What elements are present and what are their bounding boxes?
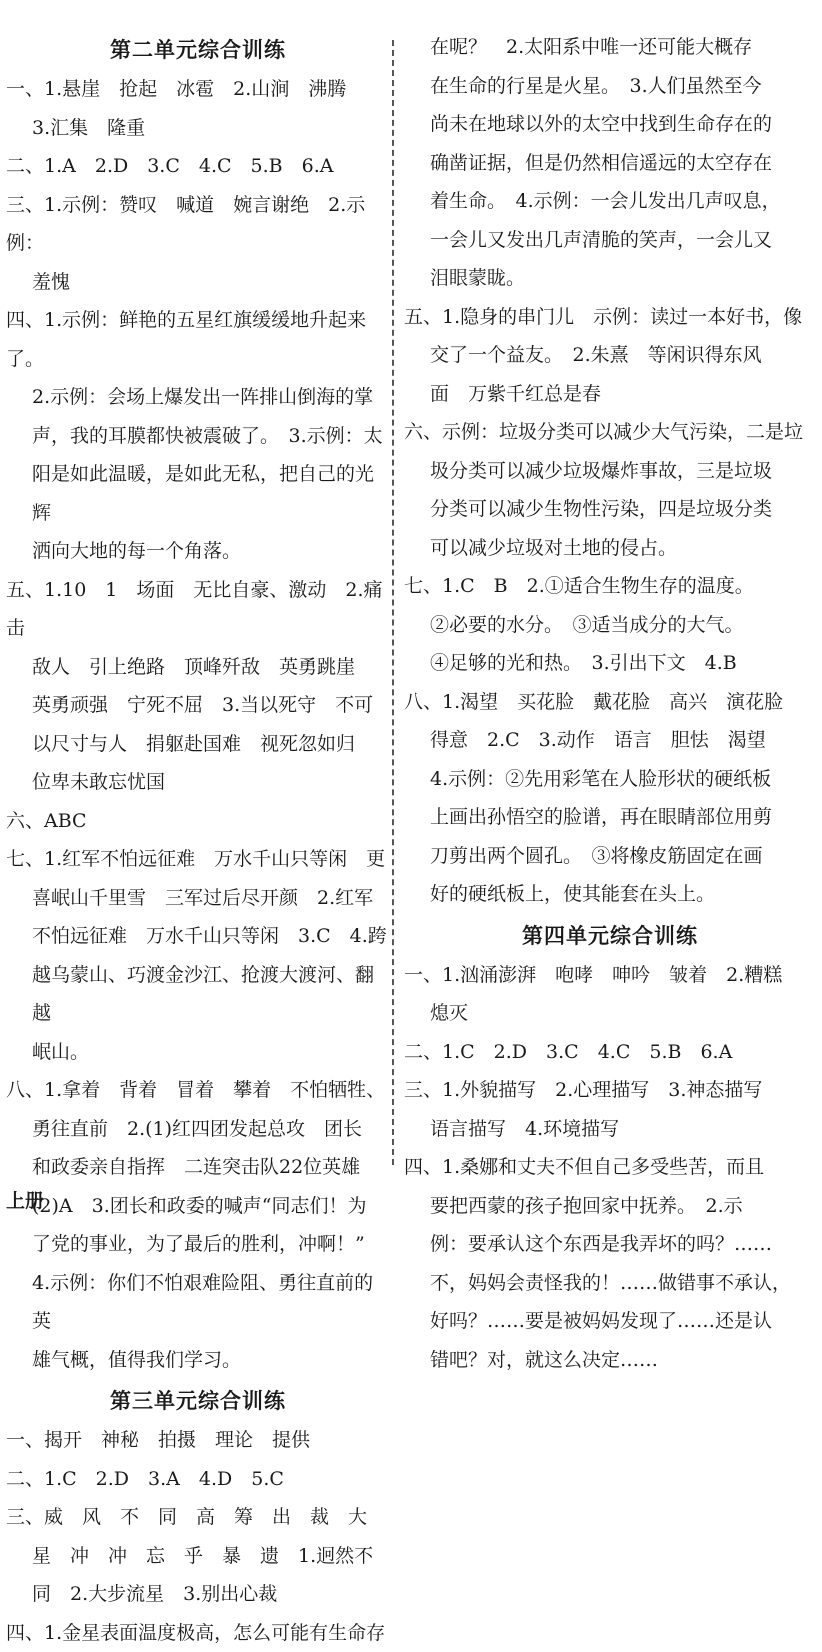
answer-line: 越乌蒙山、巧渡金沙江、抢渡大渡河、翻越 bbox=[6, 956, 390, 1033]
answer-line: 面 万紫千红总是春 bbox=[404, 375, 816, 414]
answer-line: 六、示例：垃圾分类可以减少大气污染，二是垃 bbox=[404, 413, 816, 452]
unit3-title: 第三单元综合训练 bbox=[6, 1385, 390, 1415]
answer-line: 四、1.金星表面温度极高，怎么可能有生命存 bbox=[6, 1614, 390, 1652]
answer-line: 错吧？对，就这么决定…… bbox=[404, 1341, 816, 1380]
answer-line: 雄气概，值得我们学习。 bbox=[6, 1341, 390, 1380]
answer-line: 五、1.隐身的串门儿 示例：读过一本好书，像 bbox=[404, 298, 816, 337]
answer-line: 一、揭开 神秘 拍摄 理论 提供 bbox=[6, 1421, 390, 1460]
answer-line: 泪眼蒙眬。 bbox=[404, 259, 816, 298]
answer-line: ②必要的水分。 ③适当成分的大气。 bbox=[404, 606, 816, 645]
answer-line: 一会儿又发出几声清脆的笑声，一会儿又 bbox=[404, 221, 816, 260]
answer-line: 了党的事业，为了最后的胜利，冲啊！” bbox=[6, 1225, 390, 1264]
answer-line: 2.示例：会场上爆发出一阵排山倒海的掌 bbox=[6, 378, 390, 417]
answer-line: 八、1.拿着 背着 冒着 攀着 不怕牺牲、 bbox=[6, 1071, 390, 1110]
answer-line: 勇往直前 2.(1)红四团发起总攻 团长 bbox=[6, 1110, 390, 1149]
answer-line: 可以减少垃圾对土地的侵占。 bbox=[404, 529, 816, 568]
left-column bbox=[6, 28, 390, 1652]
answer-line: 圾分类可以减少垃圾爆炸事故，三是垃圾 bbox=[404, 452, 816, 491]
answer-line: 一、1.汹涌澎湃 咆哮 呻吟 皱着 2.糟糕 bbox=[404, 956, 816, 995]
answer-line: 八、1.渴望 买花脸 戴花脸 高兴 演花脸 bbox=[404, 683, 816, 722]
answer-line: 英勇顽强 宁死不屈 3.当以死守 不可 bbox=[6, 686, 390, 725]
answer-line: 喜岷山千里雪 三军过后尽开颜 2.红军 bbox=[6, 879, 390, 918]
answer-line: 在生命的行星是火星。 3.人们虽然至今 bbox=[404, 67, 816, 106]
answer-line: 七、1.C B 2.①适合生物生存的温度。 bbox=[404, 567, 816, 606]
answer-line: 熄灭 bbox=[404, 994, 816, 1033]
answer-line: 一、1.悬崖 抢起 冰雹 2.山涧 沸腾 bbox=[6, 70, 390, 109]
answer-line: 尚未在地球以外的太空中找到生命存在的 bbox=[404, 105, 816, 144]
answer-line: 不怕远征难 万水千山只等闲 3.C 4.跨 bbox=[6, 917, 390, 956]
answer-line: 以尺寸与人 捐躯赴国难 视死忽如归 bbox=[6, 725, 390, 764]
answer-line: 分类可以减少生物性污染，四是垃圾分类 bbox=[404, 490, 816, 529]
answer-line: 岷山。 bbox=[6, 1033, 390, 1072]
answer-line: 三、威 风 不 同 高 筹 出 裁 大 bbox=[6, 1498, 390, 1537]
answer-line: 刀剪出两个圆孔。 ③将橡皮筋固定在画 bbox=[404, 837, 816, 876]
answer-line: 和政委亲自指挥 二连突击队22位英雄 bbox=[6, 1148, 390, 1187]
answer-line: 三、1.外貌描写 2.心理描写 3.神态描写 bbox=[404, 1071, 816, 1110]
answer-line: 阳是如此温暖，是如此无私，把自己的光辉 bbox=[6, 455, 390, 532]
answer-line: 交了一个益友。 2.朱熹 等闲识得东风 bbox=[404, 336, 816, 375]
answer-line: 二、1.A 2.D 3.C 4.C 5.B 6.A bbox=[6, 147, 390, 186]
answer-line: 在呢？ 2.太阳系中唯一还可能大概存 bbox=[404, 28, 816, 67]
answer-line: 洒向大地的每一个角落。 bbox=[6, 532, 390, 571]
unit3-answers bbox=[6, 1421, 390, 1652]
answer-line: 位卑未敢忘忧国 bbox=[6, 763, 390, 802]
answer-line: 语言描写 4.环境描写 bbox=[404, 1110, 816, 1149]
answer-line: 星 冲 冲 忘 乎 暴 遗 1.迥然不 bbox=[6, 1537, 390, 1576]
answer-line: 五、1.10 1 场面 无比自豪、激动 2.痛击 bbox=[6, 571, 390, 648]
answer-line: 确凿证据，但是仍然相信遥远的太空存在 bbox=[404, 144, 816, 183]
unit4-answers bbox=[404, 956, 816, 1380]
answer-line: 上画出孙悟空的脸谱，再在眼睛部位用剪 bbox=[404, 798, 816, 837]
unit2-title: 第二单元综合训练 bbox=[6, 34, 390, 64]
answer-line: 同 2.大步流星 3.别出心裁 bbox=[6, 1575, 390, 1614]
answer-line: 要把西蒙的孩子抱回家中抚养。 2.示 bbox=[404, 1187, 816, 1226]
answer-line: 七、1.红军不怕远征难 万水千山只等闲 更 bbox=[6, 840, 390, 879]
right-column bbox=[404, 28, 816, 1379]
answer-line: 羞愧 bbox=[6, 263, 390, 302]
answer-line: 好的硬纸板上，使其能套在头上。 bbox=[404, 875, 816, 914]
answer-line: 3.汇集 隆重 bbox=[6, 109, 390, 148]
unit3-answers-continued bbox=[404, 28, 816, 914]
answer-line: 二、1.C 2.D 3.A 4.D 5.C bbox=[6, 1460, 390, 1499]
answer-line: 4.示例：②先用彩笔在人脸形状的硬纸板 bbox=[404, 760, 816, 799]
answer-line: 三、1.示例：赞叹 喊道 婉言谢绝 2.示例： bbox=[6, 186, 390, 263]
answer-line: 得意 2.C 3.动作 语言 胆怯 渴望 bbox=[404, 721, 816, 760]
unit4-title: 第四单元综合训练 bbox=[404, 920, 816, 950]
answer-line: 4.示例：你们不怕艰难险阻、勇往直前的英 bbox=[6, 1264, 390, 1341]
answer-line: 敌人 引上绝路 顶峰歼敌 英勇跳崖 bbox=[6, 648, 390, 687]
answer-line: 不，妈妈会责怪我的！……做错事不承认， bbox=[404, 1264, 816, 1303]
answer-line: (2)A 3.团长和政委的喊声“同志们！为 bbox=[6, 1187, 390, 1226]
answer-line: 好吗？……要是被妈妈发现了……还是认 bbox=[404, 1302, 816, 1341]
answer-line: 二、1.C 2.D 3.C 4.C 5.B 6.A bbox=[404, 1033, 816, 1072]
answer-line: ④足够的光和热。 3.引出下文 4.B bbox=[404, 644, 816, 683]
answer-line: 四、1.示例：鲜艳的五星红旗缓缓地升起来了。 bbox=[6, 301, 390, 378]
answer-line: 四、1.桑娜和丈夫不但自己多受些苦，而且 bbox=[404, 1148, 816, 1187]
volume-label: 上册 bbox=[6, 1186, 44, 1213]
unit2-answers bbox=[6, 70, 390, 1379]
column-divider bbox=[392, 40, 394, 1165]
answer-line: 声，我的耳膜都快被震破了。 3.示例：太 bbox=[6, 417, 390, 456]
answer-line: 着生命。 4.示例：一会儿发出几声叹息， bbox=[404, 182, 816, 221]
answer-line: 六、ABC bbox=[6, 802, 390, 841]
answer-line: 例：要承认这个东西是我弄坏的吗？…… bbox=[404, 1225, 816, 1264]
